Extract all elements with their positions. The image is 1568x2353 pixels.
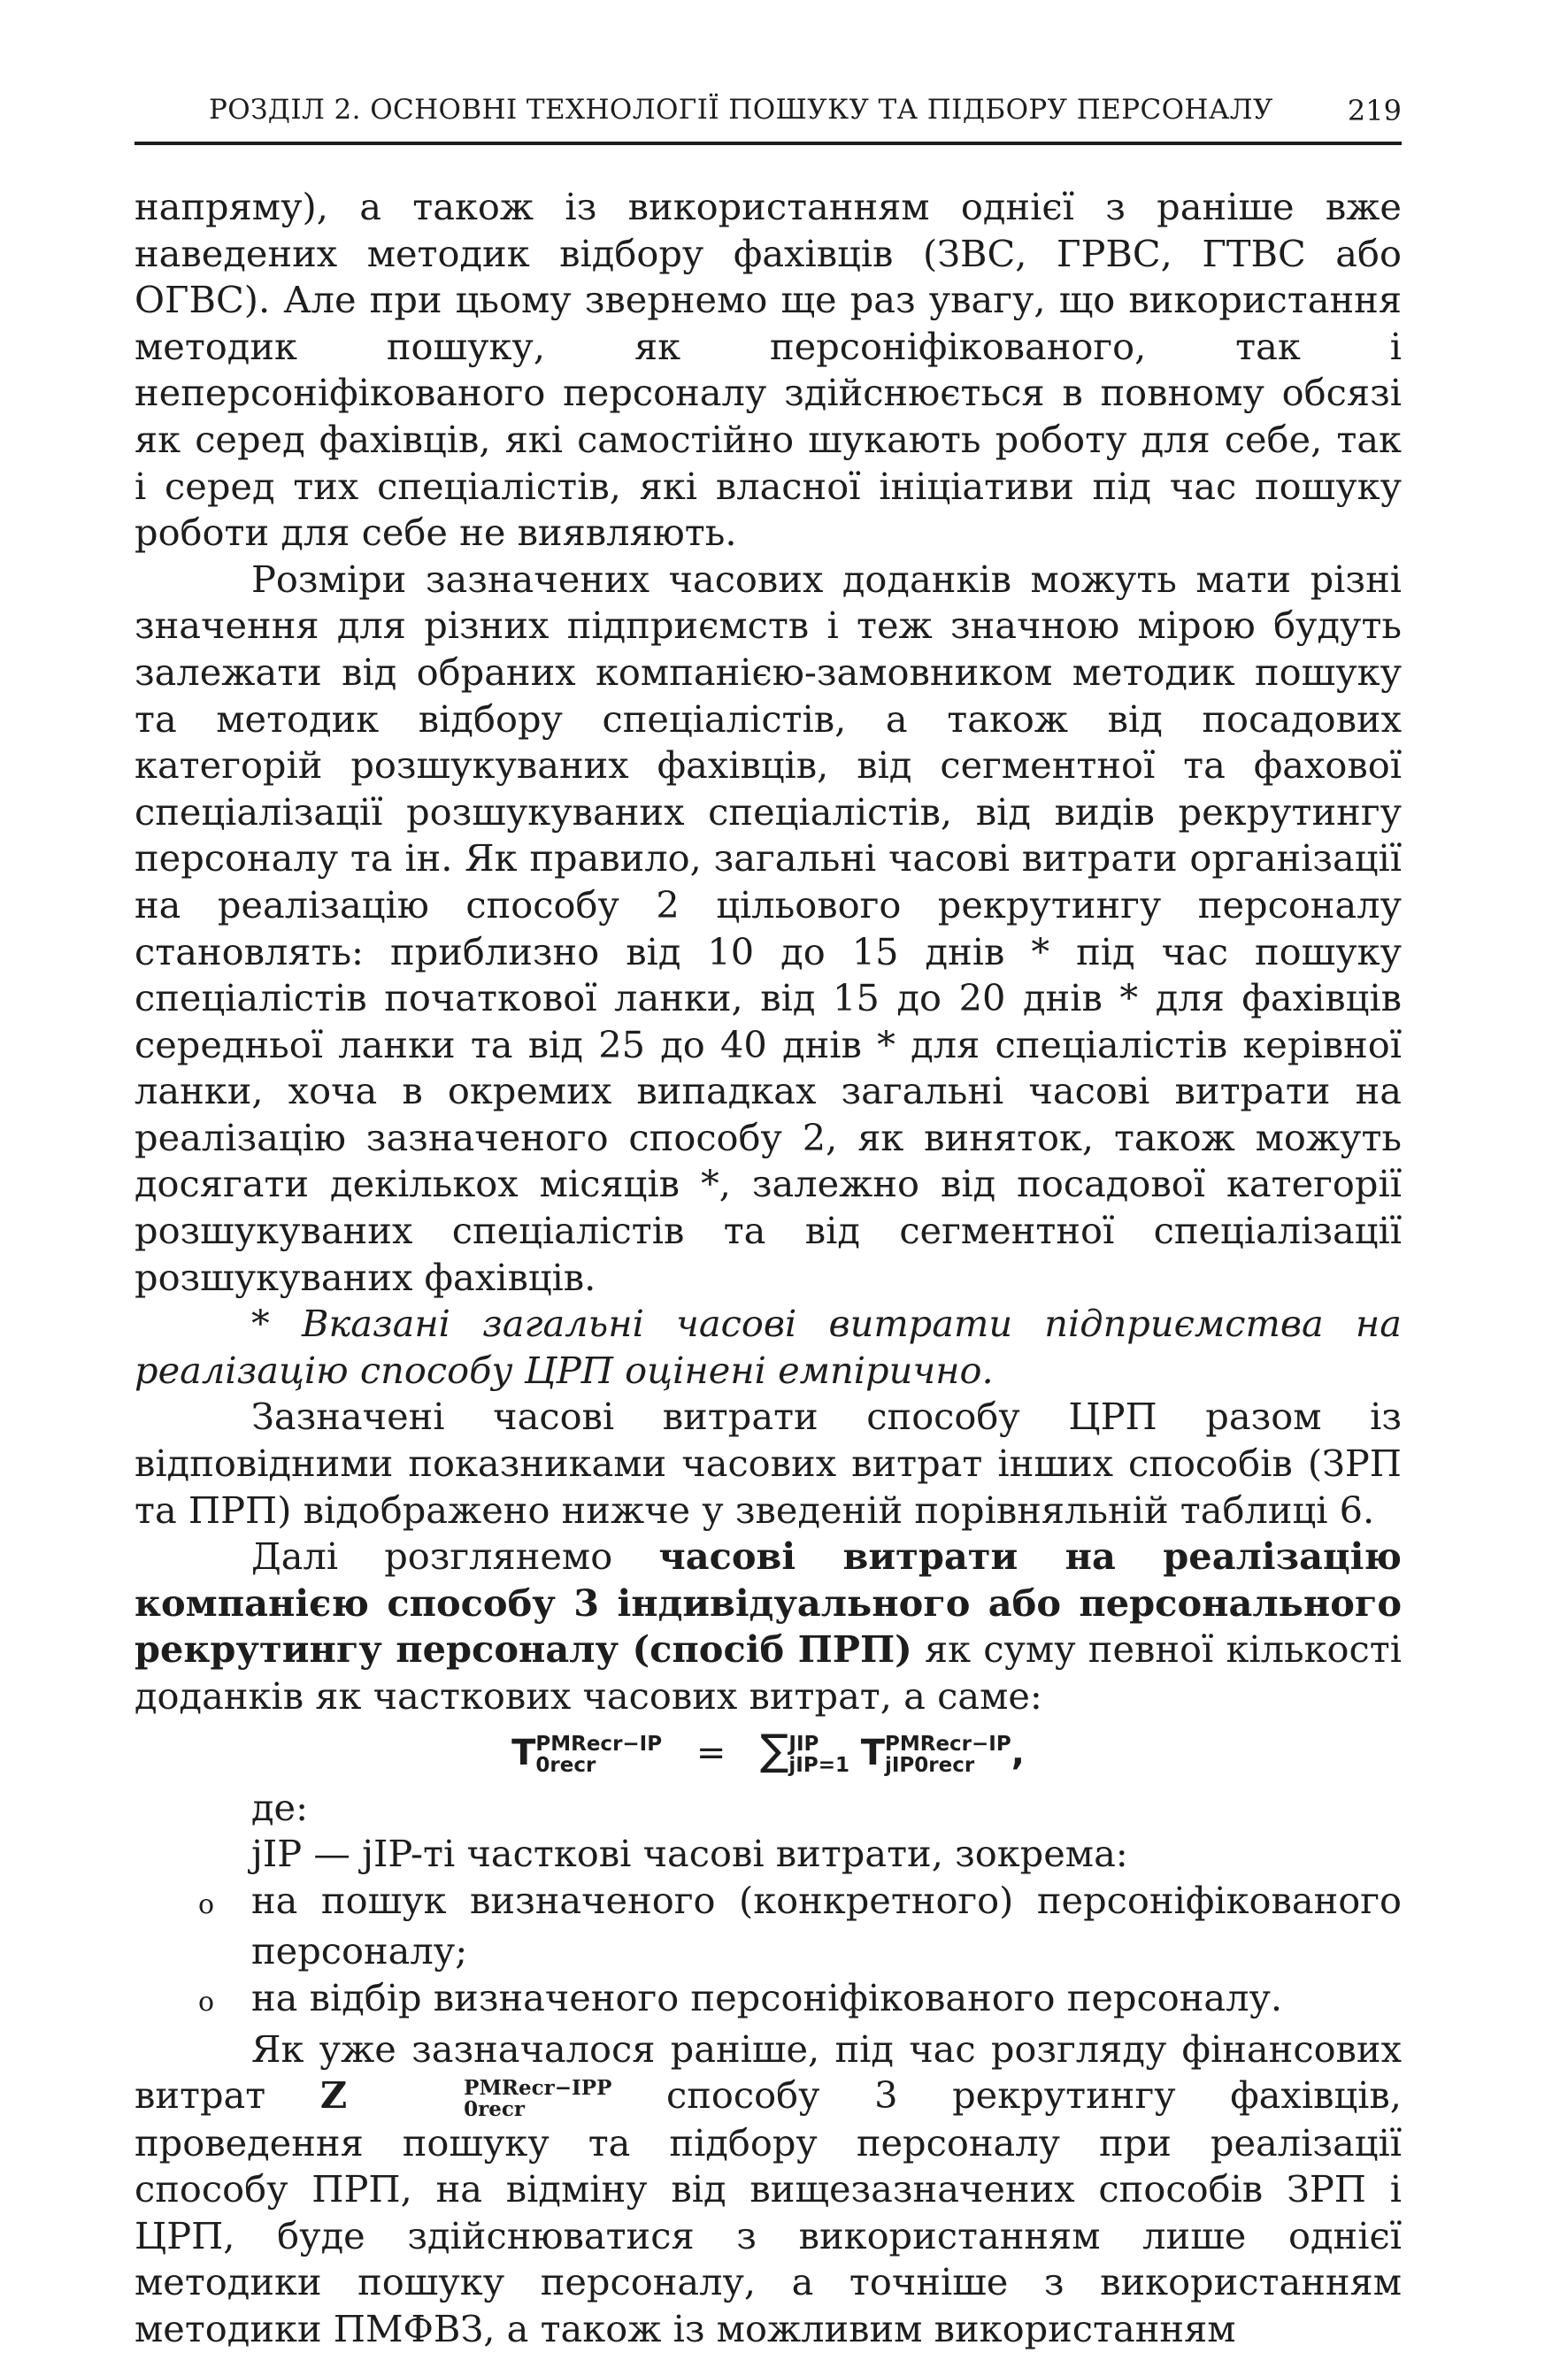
formula-rhs-indices <box>885 1734 1011 1776</box>
variable-text: -ті часткові часові витрати, зокрема: <box>411 1832 1128 1876</box>
list-item <box>135 1878 1402 1975</box>
footnote-note: * Вказані загальні часові витрати підприємства на реалізацію способу ЦРП оцінені емпірично. <box>135 1302 1402 1392</box>
formula-lhs-sub: 0recr <box>535 1753 596 1777</box>
circle-bullet-icon: o <box>198 1986 215 2018</box>
list-item-text: на пошук визначеного (конкретного) персоніфікованого персоналу; <box>251 1878 1402 1973</box>
formula-rhs-sup: PMRecr−IP <box>884 1732 1011 1756</box>
paragraph-financial-lead: Як уже зазначалося раніше, під час розгляду фінансових витрат <box>135 2026 1402 2118</box>
circle-bullet-icon: o <box>198 1888 215 1920</box>
variable-dash: — <box>302 1832 363 1876</box>
formula-lhs-sup: PMRecr−IP <box>535 1732 663 1756</box>
page-body <box>135 184 1402 2353</box>
variable-symbol: jIP <box>251 1832 303 1876</box>
time-cost-formula <box>135 1726 1402 1778</box>
financial-cost-indices <box>347 2075 612 2121</box>
formula-lhs-symbol: T <box>511 1732 536 1773</box>
paragraph-method-3-lead: Далі розглянемо <box>251 1534 659 1579</box>
page-number: 219 <box>1347 94 1402 127</box>
financial-cost-sub: 0recr <box>464 2096 526 2121</box>
paragraph-financial-costs <box>135 2026 1402 2353</box>
variable-symbol-2: jIP <box>362 1832 411 1876</box>
paragraph-method-3-tail: як суму певної кількості доданків як часткових часових витрат, а саме: <box>135 1627 1403 1718</box>
formula-sigma-sub: jIP=1 <box>788 1753 849 1777</box>
paragraph-financial-tail: способу 3 рекрутингу фахівців, проведення пошуку та підбору персоналу при реалізації способу ПРП, на відміну від вищезазначених способів ЗРП і ЦРП, буде здійснюватися з використанням лише однієї методики пошуку персоналу, а точніше з використанням методики ПМФВЗ, а також із можливим використанням <box>135 2073 1402 2351</box>
running-header <box>135 88 1402 145</box>
formula-trailing-comma: , <box>1011 1732 1025 1773</box>
list-item <box>135 1975 1402 2026</box>
paragraph-continuation: напряму), а також із використанням однієї з раніше вже наведених методик відбору фахівців (ЗВС, ГРВС, ГТВС або ОГВС). Але при цьому звернемо ще раз увагу, що використання методик пошуку, як персоніфікованого, так і неперсоніфікованого персоналу здійснюється в повному обсязі як серед фахівців, які самостійно шукають роботу для себе, так і серед тих спеціалістів, які власної ініціативи під час пошуку роботи для себе не виявляють. <box>135 185 1402 555</box>
formula-rhs-symbol: T <box>860 1732 885 1773</box>
paragraph-method-3-bold: часові витрати на реалізацію компанією способу 3 індивідуального або персонального рекрутингу персоналу (спосіб ПРП) <box>135 1534 1402 1672</box>
formula-lhs-indices <box>535 1734 662 1776</box>
formula-sigma: ∑ <box>760 1725 789 1775</box>
paragraph-comparison-table: Зазначені часові витрати способу ЦРП разом із відповідними показниками часових витрат інших способів (ЗРП та ПРП) відображено нижче у зведеній порівняльній таблиці 6. <box>135 1395 1402 1532</box>
chapter-title: РОЗДІЛ 2. ОСНОВНІ ТЕХНОЛОГІЇ ПОШУКУ ТА ПІДБОРУ ПЕРСОНАЛУ <box>209 94 1273 126</box>
where-label: де: <box>251 1785 309 1829</box>
formula-sigma-limits <box>788 1734 849 1776</box>
financial-cost-symbol: Z <box>319 2073 348 2118</box>
list-item-text: на відбір визначеного персоніфікованого персоналу. <box>251 1975 1283 2019</box>
financial-cost-sup: PMRecr−IPP <box>464 2075 612 2100</box>
formula-equals: = <box>696 1732 726 1773</box>
paragraph-method-3 <box>135 1534 1402 1719</box>
variable-definition <box>135 1831 1402 1878</box>
formula-sigma-sup: JIP <box>788 1732 819 1756</box>
formula-rhs-sub: jIP0recr <box>884 1753 975 1777</box>
paragraph-time-components: Розміри зазначених часових доданків можуть мати різні значення для різних підприємств і теж значною мірою будуть залежати від обраних компанією-замовником методик пошуку та методик відбору спеціалістів, а також від посадових категорій розшукуваних фахівців, від сегментної та фахової спеціалізації розшукуваних спеціалістів, від видів рекрутингу персоналу та ін. Як правило, загальні часові витрати організації на реалізацію способу 2 цільового рекрутингу персоналу становлять: приблизно від 10 до 15 днів * під час пошуку спеціалістів початкової ланки, від 15 до 20 днів * для фахівців середньої ланки та від 25 до 40 днів * для спеціалістів керівної ланки, хоча в окремих випадках загальні часові витрати на реалізацію зазначеного способу 2, як виняток, також можуть досягати декількох місяців *, залежно від посадової категорії розшукуваних спеціалістів та від сегментної спеціалізації розшукуваних фахівців. <box>135 557 1402 1299</box>
